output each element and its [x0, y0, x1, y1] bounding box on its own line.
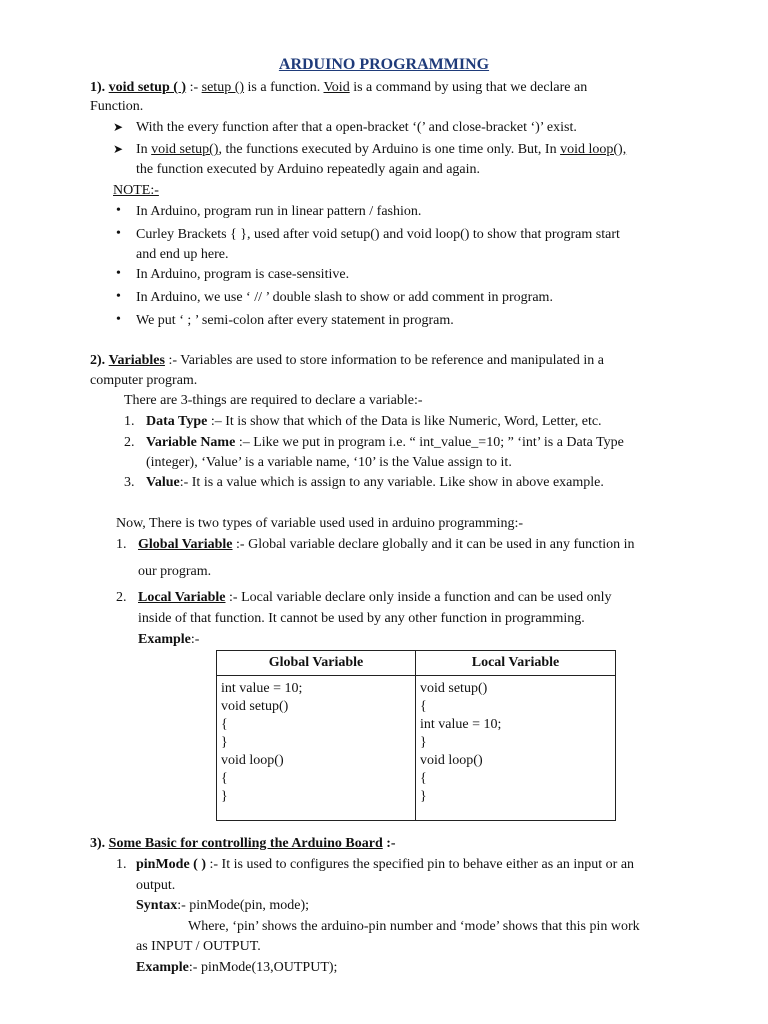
data-type-text: :– It is show that which of the Data is like Numeric, Word, Letter, etc.: [207, 414, 602, 429]
section-1-line-2: Function.: [90, 99, 144, 114]
section-3-separator: :-: [382, 836, 396, 851]
note-bullet-2: Curley Brackets { }, used after void setup() and void loop() to show that program start: [136, 227, 620, 242]
code-line: }: [221, 735, 228, 750]
page-title: ARDUINO PROGRAMMING: [278, 56, 490, 73]
code-line: }: [420, 735, 427, 750]
table-header: Global Variable: [217, 651, 416, 676]
item-number: 1.: [116, 857, 127, 872]
bullet-icon: •: [116, 289, 121, 304]
section-1-heading-line: [90, 79, 587, 97]
table-header-row: [217, 651, 616, 676]
global-code-cell: [217, 676, 416, 821]
value-text: :- It is a value which is assign to any variable. Like show in above example.: [179, 475, 604, 490]
as-line: as INPUT / OUTPUT.: [136, 939, 261, 954]
local-variable-term: Local Variable: [138, 590, 226, 605]
global-variable-line-2: our program.: [138, 564, 212, 579]
item-number: 3.: [124, 475, 135, 490]
variable-types-intro: Now, There is two types of variable used used in arduino programming:-: [116, 516, 524, 531]
code-line: void loop(): [221, 753, 284, 768]
local-variable-item: [138, 589, 612, 607]
pinmode-text: :- It is used to configures the specified pin to behave either as an input or an: [206, 857, 635, 872]
item-number: 1.: [124, 414, 135, 429]
section-1-text: is a function.: [244, 80, 324, 95]
table-row: [217, 676, 616, 821]
note-bullet-5: We put ‘ ; ’ semi-colon after every statement in program.: [136, 313, 454, 328]
code-line: {: [221, 717, 228, 732]
value-term: Value: [146, 475, 180, 490]
section-2-heading-line: [90, 352, 604, 370]
arrow-item-2-text-2: , the functions executed by Arduino is one time only. But, In: [218, 142, 561, 157]
global-variable-term: Global Variable: [138, 537, 233, 552]
syntax-line: [136, 897, 309, 915]
global-variable-text: :- Global variable declare globally and it can be used in any function in: [232, 537, 635, 552]
arrow-bullet-icon: ➤: [113, 120, 124, 134]
syntax-label: Syntax: [136, 898, 178, 913]
example-text: :- pinMode(13,OUTPUT);: [188, 960, 338, 975]
section-2-line-2: computer program.: [90, 373, 198, 388]
table-header: Local Variable: [416, 651, 616, 676]
pinmode-item: [136, 856, 634, 874]
arrow-item-2: [136, 141, 626, 159]
local-variable-text: :- Local variable declare only inside a function and can be used only: [225, 590, 612, 605]
note-bullet-3: In Arduino, program is case-sensitive.: [136, 267, 350, 282]
void-loop-term: void loop(),: [560, 142, 627, 157]
section-1-text-2: is a command by using that we declare an: [349, 80, 588, 95]
global-variable-item: [138, 536, 635, 554]
variable-name-term: Variable Name: [146, 435, 236, 450]
setup-term: setup (): [201, 80, 245, 95]
value-item: [146, 474, 604, 492]
local-code-cell: [416, 676, 616, 821]
code-line: int value = 10;: [221, 681, 303, 696]
pinmode-line-2: output.: [136, 878, 176, 893]
note-label: NOTE:-: [113, 183, 159, 198]
variable-name-line-2: (integer), ‘Value’ is a variable name, ‘10’ is the Value assign to it.: [146, 455, 512, 470]
example-label: Example: [136, 960, 189, 975]
item-number: 2.: [124, 435, 135, 450]
example-label: Example: [138, 632, 191, 647]
variable-name-item: [146, 434, 624, 452]
code-line: void loop(): [420, 753, 483, 768]
code-line: {: [420, 699, 427, 714]
section-2-intro: There are 3-things are required to declare a variable:-: [124, 393, 423, 408]
section-2-number: 2).: [90, 353, 106, 368]
variable-example-table: [216, 650, 616, 821]
code-line: }: [221, 789, 228, 804]
code-line: int value = 10;: [420, 717, 502, 732]
section-2-title: Variables: [108, 353, 165, 368]
void-setup-term: void setup(): [151, 142, 219, 157]
section-1-separator: :-: [186, 80, 202, 95]
code-line: void setup(): [221, 699, 289, 714]
arrow-bullet-icon: ➤: [113, 142, 124, 156]
code-line: {: [420, 771, 427, 786]
note-bullet-1: In Arduino, program run in linear pattern / fashion.: [136, 204, 422, 219]
item-number: 1.: [116, 537, 127, 552]
section-3-title: Some Basic for controlling the Arduino Board: [108, 836, 383, 851]
arrow-item-2-text: In: [136, 142, 152, 157]
code-line: }: [420, 789, 427, 804]
section-1-number: 1).: [90, 80, 106, 95]
variable-name-text: :– Like we put in program i.e. “ int_value_=10; ” ‘int’ is a Data Type: [235, 435, 624, 450]
pinmode-term: pinMode ( ): [136, 857, 206, 872]
bullet-icon: •: [116, 266, 121, 281]
bullet-icon: •: [116, 312, 121, 327]
data-type-term: Data Type: [146, 414, 208, 429]
where-line: Where, ‘pin’ shows the arduino-pin number and ‘mode’ shows that this pin work: [188, 919, 640, 934]
section-3-number: 3).: [90, 836, 106, 851]
local-variable-line-2: inside of that function. It cannot be used by any other function in programming.: [138, 611, 585, 626]
void-term: Void: [323, 80, 350, 95]
section-2-text: :- Variables are used to store information to be reference and manipulated in a: [164, 353, 604, 368]
arrow-item-2-line-2: the function executed by Arduino repeatedly again and again.: [136, 162, 481, 177]
arrow-item-1: With the every function after that a open-bracket ‘(’ and close-bracket ‘)’ exist.: [136, 120, 577, 135]
code-line: void setup(): [420, 681, 488, 696]
bullet-icon: •: [116, 203, 121, 218]
example-label-line: [138, 631, 199, 649]
section-1-title: void setup ( ): [108, 80, 187, 95]
syntax-text: :- pinMode(pin, mode);: [177, 898, 310, 913]
example-sep: :-: [190, 632, 200, 647]
bullet-icon: •: [116, 226, 121, 241]
note-bullet-2-line-2: and end up here.: [136, 247, 229, 262]
pinmode-example-line: [136, 959, 337, 977]
code-line: {: [221, 771, 228, 786]
note-bullet-4: In Arduino, we use ‘ // ’ double slash to show or add comment in program.: [136, 290, 553, 305]
item-number: 2.: [116, 590, 127, 605]
data-type-item: [146, 413, 602, 431]
section-3-heading-line: [90, 835, 396, 853]
